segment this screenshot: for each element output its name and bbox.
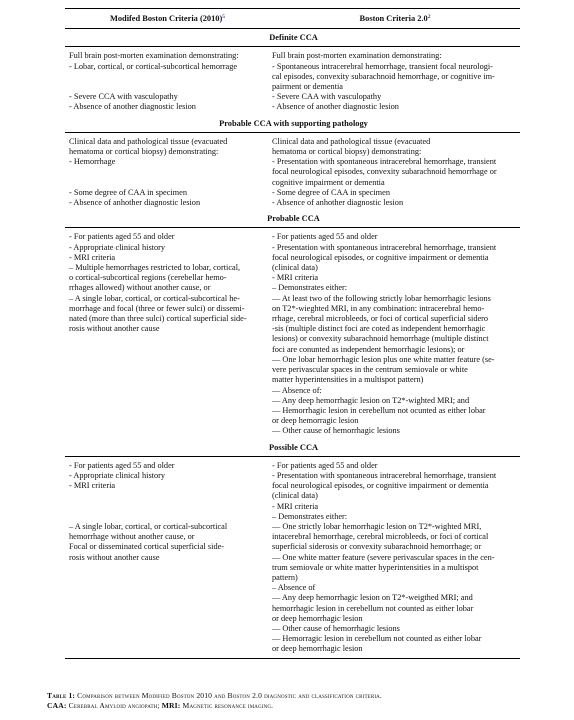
criteria-line: hematoma or cortical biopsy) demonstrating:	[69, 147, 219, 157]
section-body-row	[65, 228, 520, 440]
section-title-row	[65, 116, 520, 133]
caption-abbr-mri-text: Magnetic resonance imaging.	[182, 701, 274, 711]
criteria-line: — Any deep hemorrhagic lesion on T2*-weigthed MRI; and	[272, 593, 473, 603]
criteria-line: pattern)	[272, 572, 298, 582]
criteria-line: pairment or dementia	[272, 82, 343, 92]
criteria-line: – Absence of	[272, 583, 316, 593]
line-gap	[69, 502, 266, 512]
criteria-line: o cortical-subcortical regions (cerebellar hemo-	[69, 273, 227, 283]
criteria-line: — At least two of the following strictly lobar hemorrhagic lesions	[272, 293, 491, 303]
caption-abbr-caa-text: Cerebral Amyloid angiopath;	[68, 701, 160, 711]
section-title-row	[65, 211, 520, 228]
table-caption	[47, 691, 547, 712]
criteria-line: — Hemorrhagic lesion in cerebellum not ocunted as either lobar	[272, 405, 486, 415]
criteria-line: - Absence of another diagnostic lesion	[69, 102, 196, 112]
criteria-line: matter hyperintensities in a multispot pattern)	[272, 375, 424, 385]
section-body-row	[65, 132, 520, 211]
caption-abbr-mri: MRI:	[161, 701, 181, 711]
criteria-line: - Appropriate clinical history	[69, 242, 166, 252]
criteria-line: — Absence of:	[272, 385, 322, 395]
criteria-line: rrhages allowed) without another cause, or	[69, 283, 211, 293]
criteria-line: - For patients aged 55 and older	[69, 460, 175, 470]
criteria-line: – Demonstrates either:	[272, 511, 348, 521]
line-gap	[69, 491, 266, 501]
criteria-line: rrhage, cerebral microbleeds, or foci of cortical superficial sidero	[272, 314, 489, 324]
criteria-line: Full brain post-morten examination demonstrating:	[69, 51, 239, 61]
criteria-line: or deep hemorragic lesion	[272, 416, 359, 426]
criteria-line: cognitive impairment or dementia	[272, 177, 385, 187]
table-header-row	[65, 9, 520, 29]
line-gap	[69, 178, 266, 188]
col1-ref-link[interactable]: 5	[222, 14, 226, 20]
criteria-line: - MRI criteria	[272, 501, 319, 511]
criteria-line: hematoma or cortical biopsy) demonstrating:	[272, 147, 422, 157]
criteria-line: hemorrhage without another cause, or	[69, 532, 195, 542]
criteria-table	[65, 8, 520, 659]
cell-boston-2-0	[268, 47, 520, 116]
criteria-line: Clinical data and pathological tissue (evacuated	[272, 136, 431, 146]
criteria-line: - For patients aged 55 and older	[272, 460, 378, 470]
section-title: Probable CCA with supporting pathology	[65, 116, 520, 133]
criteria-line: – A single lobar, cortical, or cortical-subcortical he-	[69, 293, 240, 303]
criteria-line: - Absence of another diagnostic lesion	[272, 102, 399, 112]
criteria-line: — Other cause of hemorrhagic lesions	[272, 426, 400, 436]
criteria-line: morrhage and focal (three or fewer sulci) or dissemi-	[69, 303, 245, 313]
criteria-line: - For patients aged 55 and older	[69, 232, 175, 242]
criteria-line: Focal or disseminated cortical superficial side-	[69, 542, 225, 552]
criteria-line: - Some degree of CAA in specimen	[69, 187, 187, 197]
section-title-row	[65, 29, 520, 47]
section-title-row	[65, 440, 520, 457]
criteria-line: focal neurological episodes, or cognitive impairment or dementia	[272, 252, 489, 262]
criteria-line: Clinical data and pathological tissue (evacuated	[69, 136, 228, 146]
criteria-line: – Demonstrates either:	[272, 283, 348, 293]
criteria-line: – A single lobar, cortical, or cortical-subcortical	[69, 521, 228, 531]
col2-header: Boston Criteria $2.0^2$	[359, 14, 431, 23]
criteria-line: - Absence of anhother diagnostic lesion	[272, 198, 404, 208]
criteria-line: - Spontaneous intracerebral hemorrhage, transient focal neurologi-	[272, 61, 493, 71]
criteria-line: - MRI criteria	[272, 273, 319, 283]
cell-modified-boston-2010	[65, 228, 268, 440]
criteria-line: - Severe CCA with vasculopathy	[69, 92, 178, 102]
criteria-line: - Presentation with spontaneous intracerebral hemorrhage, transient	[272, 242, 497, 252]
criteria-line: — One strictly lobar hemorrhagic lesion on T2*-wighted MRI,	[272, 521, 482, 531]
criteria-line: - Appropriate clinical history	[69, 470, 166, 480]
section-title: Probable CCA	[65, 211, 520, 228]
criteria-line: -sis (multiple distinct foci are coted as independent hemorrhagic	[272, 324, 486, 334]
criteria-line: — One white matter feature (severe perivascular spaces in the cen-	[272, 552, 495, 562]
section-title: Possible CCA	[65, 440, 520, 457]
cell-modified-boston-2010	[65, 47, 268, 116]
cell-modified-boston-2010	[65, 456, 268, 658]
cell-boston-2-0	[268, 228, 520, 440]
criteria-line: - Some degree of CAA in specimen	[272, 187, 390, 197]
criteria-line: - Hemorrhage	[69, 157, 116, 167]
criteria-line: – Multiple hemorrhages restricted to lobar, cortical,	[69, 263, 241, 273]
criteria-line: nated (more than three sulci) cortical superficial side-	[69, 314, 247, 324]
caption-label: Table 1:	[47, 691, 76, 700]
cell-boston-2-0	[268, 456, 520, 658]
criteria-line: Full brain post-morten examination demonstrating:	[272, 51, 442, 61]
criteria-line: or deep hemorrhagic lesion	[272, 644, 363, 654]
criteria-line: foci are conunted as independent hemorrhagic lesions); or	[272, 344, 465, 354]
criteria-line: or deep hemorrhagic lesion	[272, 613, 363, 623]
criteria-line: rosis without another cause	[69, 324, 160, 334]
section-body-row	[65, 456, 520, 658]
criteria-line: — Any deep hemorrhagic lesion on T2*-wighted MRI; and	[272, 395, 470, 405]
cell-modified-boston-2010	[65, 132, 268, 211]
criteria-line: hemorrhagic lesion in cerebellum not counted as either lobar	[272, 603, 474, 613]
criteria-line: — Hemorragic lesion in cerebellum not counted as either lobar	[272, 634, 482, 644]
criteria-line: trum semiovale or white matter hyperintensities in a multispot	[272, 562, 479, 572]
table-body	[65, 29, 520, 658]
criteria-line: - MRI criteria	[69, 481, 116, 491]
section-body-row	[65, 47, 520, 116]
col1-header: Modifed Boston Criteria $(2010)^5$	[109, 14, 226, 23]
criteria-line: - For patients aged 55 and older	[272, 232, 378, 242]
criteria-line: - Lobar, cortical, or cortical-subcortical hemorrage	[69, 61, 238, 71]
line-gap	[69, 167, 266, 177]
col2-ref-link[interactable]: 2	[427, 14, 431, 20]
criteria-line: (clinical data)	[272, 491, 318, 501]
caption-abbr-caa: CAA:	[47, 701, 67, 711]
criteria-line: focal neurological episodes, or cognitive impairment or dementia	[272, 481, 489, 491]
criteria-line: on T2*-wieghted MRI, in any combination: intracerebral hemo-	[272, 303, 485, 313]
criteria-line: intacerebral hemorrhage, cerebral microbleeds, or foci of cortical	[272, 532, 489, 542]
cell-boston-2-0	[268, 132, 520, 211]
criteria-line: - Presentation with spontaneous intracerebral hemorrhage, transient	[272, 470, 497, 480]
criteria-line: superficial siderosis or convexity subarachnoid hemorrhage; or	[272, 542, 482, 552]
table-container	[65, 8, 520, 659]
line-gap	[69, 72, 266, 82]
section-title: Definite CCA	[65, 29, 520, 47]
criteria-line: - MRI criteria	[69, 252, 116, 262]
criteria-line: - Severe CAA with vasculopathy	[272, 92, 382, 102]
criteria-line: rosis without another cause	[69, 552, 160, 562]
criteria-line: (clinical data)	[272, 263, 318, 273]
criteria-line: — One lobar hemorrhagic lesion plus one white matter feature (se-	[272, 354, 495, 364]
criteria-line: focal neurological episodes, convexity subarachnoid hemorrhage or	[272, 167, 497, 177]
criteria-line: vere perivascular spaces in the centrum semiovale or white	[272, 365, 468, 375]
criteria-line: - Absence of anhother diagnostic lesion	[69, 198, 201, 208]
criteria-line: cal episodes, convexity subarachnoid hemorrhage, or cognitive im-	[272, 71, 495, 81]
caption-text: Comparison between Modified Boston 2010 and Boston 2.0 diagnostic and classification criteria.	[77, 691, 382, 700]
line-gap	[69, 512, 266, 522]
criteria-line: - Presentation with spontaneous intracerebral hemorrhage, transient	[272, 157, 497, 167]
line-gap	[69, 82, 266, 92]
criteria-line: lesions) or convexity subarachnoid hemorrhage (multiple distinct	[272, 334, 489, 344]
criteria-line: — Other cause of hemorrhagic lesions	[272, 623, 400, 633]
